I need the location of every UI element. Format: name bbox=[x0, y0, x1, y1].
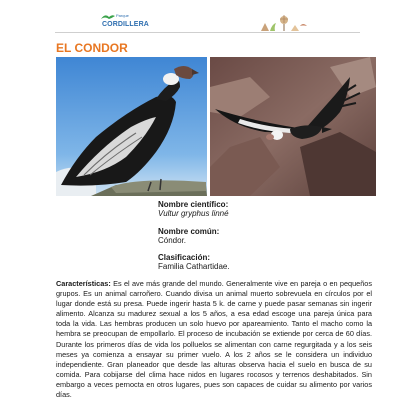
park-logo bbox=[100, 12, 150, 32]
condor-perched-photo bbox=[56, 57, 207, 196]
logo-small-text: Parque bbox=[116, 13, 129, 18]
page-title: EL CONDOR bbox=[56, 41, 128, 55]
common-name-block bbox=[158, 227, 358, 245]
scientific-name-value: Vultur gryphus linné bbox=[158, 209, 229, 218]
common-name-value: Cóndor. bbox=[158, 236, 187, 245]
common-name-label: Nombre común: bbox=[158, 227, 220, 236]
classification-value: Familia Cathartidae. bbox=[158, 262, 230, 271]
logo-name: CORDILLERA bbox=[102, 21, 149, 28]
scientific-name-block bbox=[158, 200, 358, 218]
page-header bbox=[0, 0, 400, 36]
scientific-name-label: Nombre científico: bbox=[158, 200, 229, 209]
condor-flying-photo bbox=[210, 57, 376, 196]
classification-label: Clasificación: bbox=[158, 253, 211, 262]
header-divider bbox=[55, 32, 360, 33]
classification-block bbox=[158, 253, 358, 271]
characteristics-paragraph bbox=[56, 279, 372, 400]
flora-fauna-decoration-icon bbox=[258, 14, 308, 32]
characteristics-label: Características: bbox=[56, 279, 111, 288]
characteristics-text: Es el ave más grande del mundo. Generalmente vive en pareja o en pequeños grupos. Es un animal carroñero. Cuando divisa un animal muerto sobrevuela en círculos por el lugar donde está su presa. Puede ingerir hasta 5 k. de carne y puede pasar semanas sin ingerir alimento. Alcanza su madurez sexual a los 5 años, a esa edad escoge una pareja única para toda la vida. Las hembras producen un solo huevo por apareamiento. Tanto el macho como la hembra se preocupan de empollarlo. El proceso de incubación se extiende por cerca de 60 días. Durante los primeros días de vida los polluelos se alimentan con carne regurgitada y a los seis meses ya comienza a ensayar su primer vuelo. A los 2 años se le considera un individuo independiente. Gran planeador que desde las alturas observa hacia el suelo en busca de su comida. Para cobijarse del clima hace nidos en lugares rocosos y terrenos deshabitados. Sin embargo a veces pernocta en otros lugares, pues son capaces de cuidar su alimento por varios días. bbox=[56, 279, 372, 400]
